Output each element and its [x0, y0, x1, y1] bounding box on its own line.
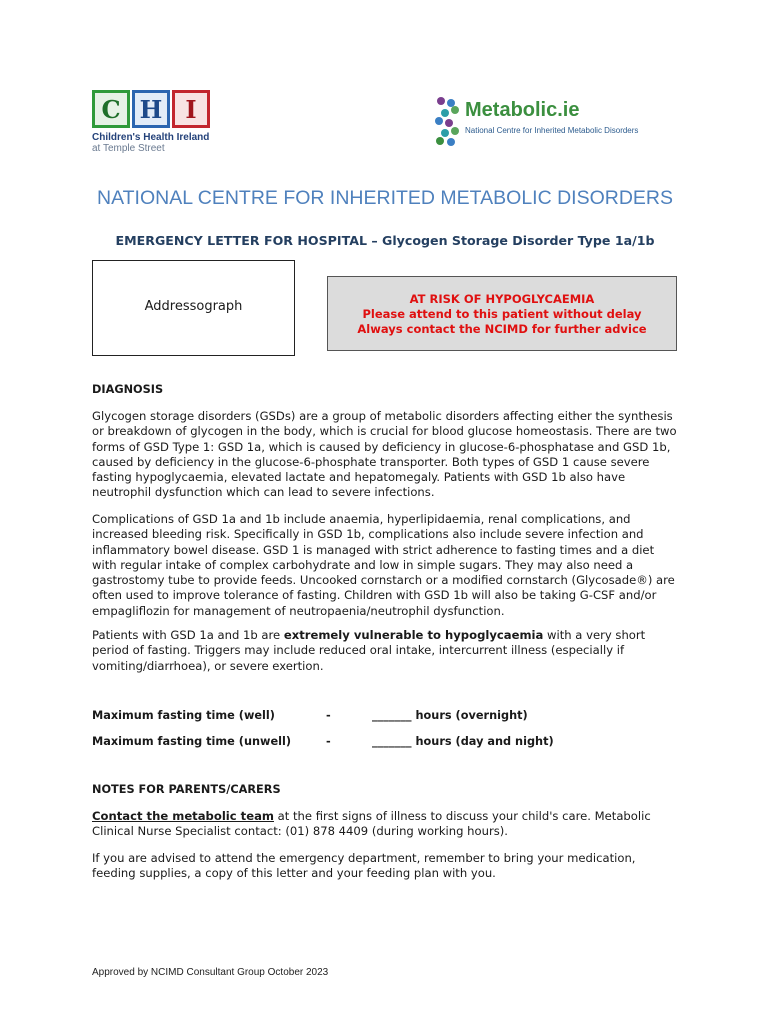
risk-warning-box	[327, 276, 677, 351]
diagnosis-heading: DIAGNOSIS	[92, 383, 164, 396]
chi-block-i: I	[172, 90, 210, 128]
chi-blocks	[92, 90, 222, 128]
risk-line-2: Please attend to this patient without delay	[362, 307, 642, 321]
fasting-dash: -	[326, 735, 331, 748]
diagnosis-paragraph-3	[92, 628, 678, 674]
metabolic-dna-icon	[433, 95, 463, 147]
metabolic-name: Metabolic.ie	[465, 99, 580, 121]
contact-metabolic-team-text: Contact the metabolic team	[92, 809, 274, 823]
risk-line-1: AT RISK OF HYPOGLYCAEMIA	[409, 292, 595, 306]
diagnosis-p3-start: Patients with GSD 1a and 1b are	[92, 628, 284, 642]
fasting-value: _______ hours (overnight)	[372, 709, 528, 722]
page-title: NATIONAL CENTRE FOR INHERITED METABOLIC DISORDERS	[96, 187, 674, 209]
diagnosis-p3-end: with a very short period of fasting. Triggers may include reduced oral intake, intercurrent illness (especially if vomiting/diarrhoea), or severe exertion.	[92, 628, 646, 673]
fasting-value: _______ hours (day and night)	[372, 735, 554, 748]
notes-paragraph-2: If you are advised to attend the emergency department, remember to bring your medication, feeding supplies, a copy of this letter and your feeding plan with you.	[92, 851, 636, 881]
addressograph-label: Addressograph	[144, 299, 243, 314]
chi-sub: at Temple Street	[92, 143, 165, 154]
fasting-label: Maximum fasting time (well)	[92, 709, 275, 722]
metabolic-tagline: National Centre for Inherited Metabolic Disorders	[465, 126, 639, 135]
approval-footer: Approved by NCIMD Consultant Group October 2023	[92, 967, 329, 978]
metabolic-logo	[433, 95, 673, 150]
notes-heading: NOTES FOR PARENTS/CARERS	[92, 783, 281, 796]
notes-paragraph-1	[92, 809, 678, 840]
page-subtitle: EMERGENCY LETTER FOR HOSPITAL – Glycogen Storage Disorder Type 1a/1b	[115, 233, 655, 248]
chi-logo	[92, 90, 222, 160]
risk-line-3: Always contact the NCIMD for further advice	[357, 322, 647, 336]
chi-block-h: H	[132, 90, 170, 128]
fasting-label: Maximum fasting time (unwell)	[92, 735, 292, 748]
addressograph-box	[92, 260, 295, 356]
diagnosis-paragraph-2: Complications of GSD 1a and 1b include anaemia, hyperlipidaemia, renal complications, and increased bleeding risk. Specifically in GSD 1b, complications also include severe infection and inflammatory bowel disease. GSD 1 is managed with strict adherence to fasting times and a diet with regular intake of complex carbohydrate and low in simple sugars. They may also need a gastrostomy tube to provide feeds. Uncooked cornstarch or a modified cornstarch (Glycosade®) are often used to improve tolerance of fasting. Children with GSD 1b will also be taking G-CSF and/or empagliflozin for management of neutropaenia/neutrophil dysfunction.	[92, 512, 675, 618]
notes-p1-rest: at the first signs of illness to discuss your child's care. Metabolic Clinical Nurse Specialist contact: (01) 878 4409 (during working hours).	[92, 809, 651, 839]
fasting-dash: -	[326, 709, 331, 722]
diagnosis-paragraph-1: Glycogen storage disorders (GSDs) are a group of metabolic disorders affecting either the synthesis or breakdown of glycogen in the body, which is crucial for blood glucose homeostasis. There are two forms of GSD Type 1: GSD 1a, which is caused by deficiency in glucose-6-phosphatase and GSD 1b, caused by deficiency in the glucose-6-phosphate transporter. Both types of GSD 1 cause severe fasting hypoglycaemia, elevated lactate and hepatomegaly. Patients with GSD 1b also have neutrophil dysfunction which can lead to severe infections.	[92, 409, 677, 500]
chi-name: Children's Health Ireland	[92, 132, 210, 143]
diagnosis-p3-bold: extremely vulnerable to hypoglycaemia	[283, 628, 544, 642]
chi-block-c: C	[92, 90, 130, 128]
